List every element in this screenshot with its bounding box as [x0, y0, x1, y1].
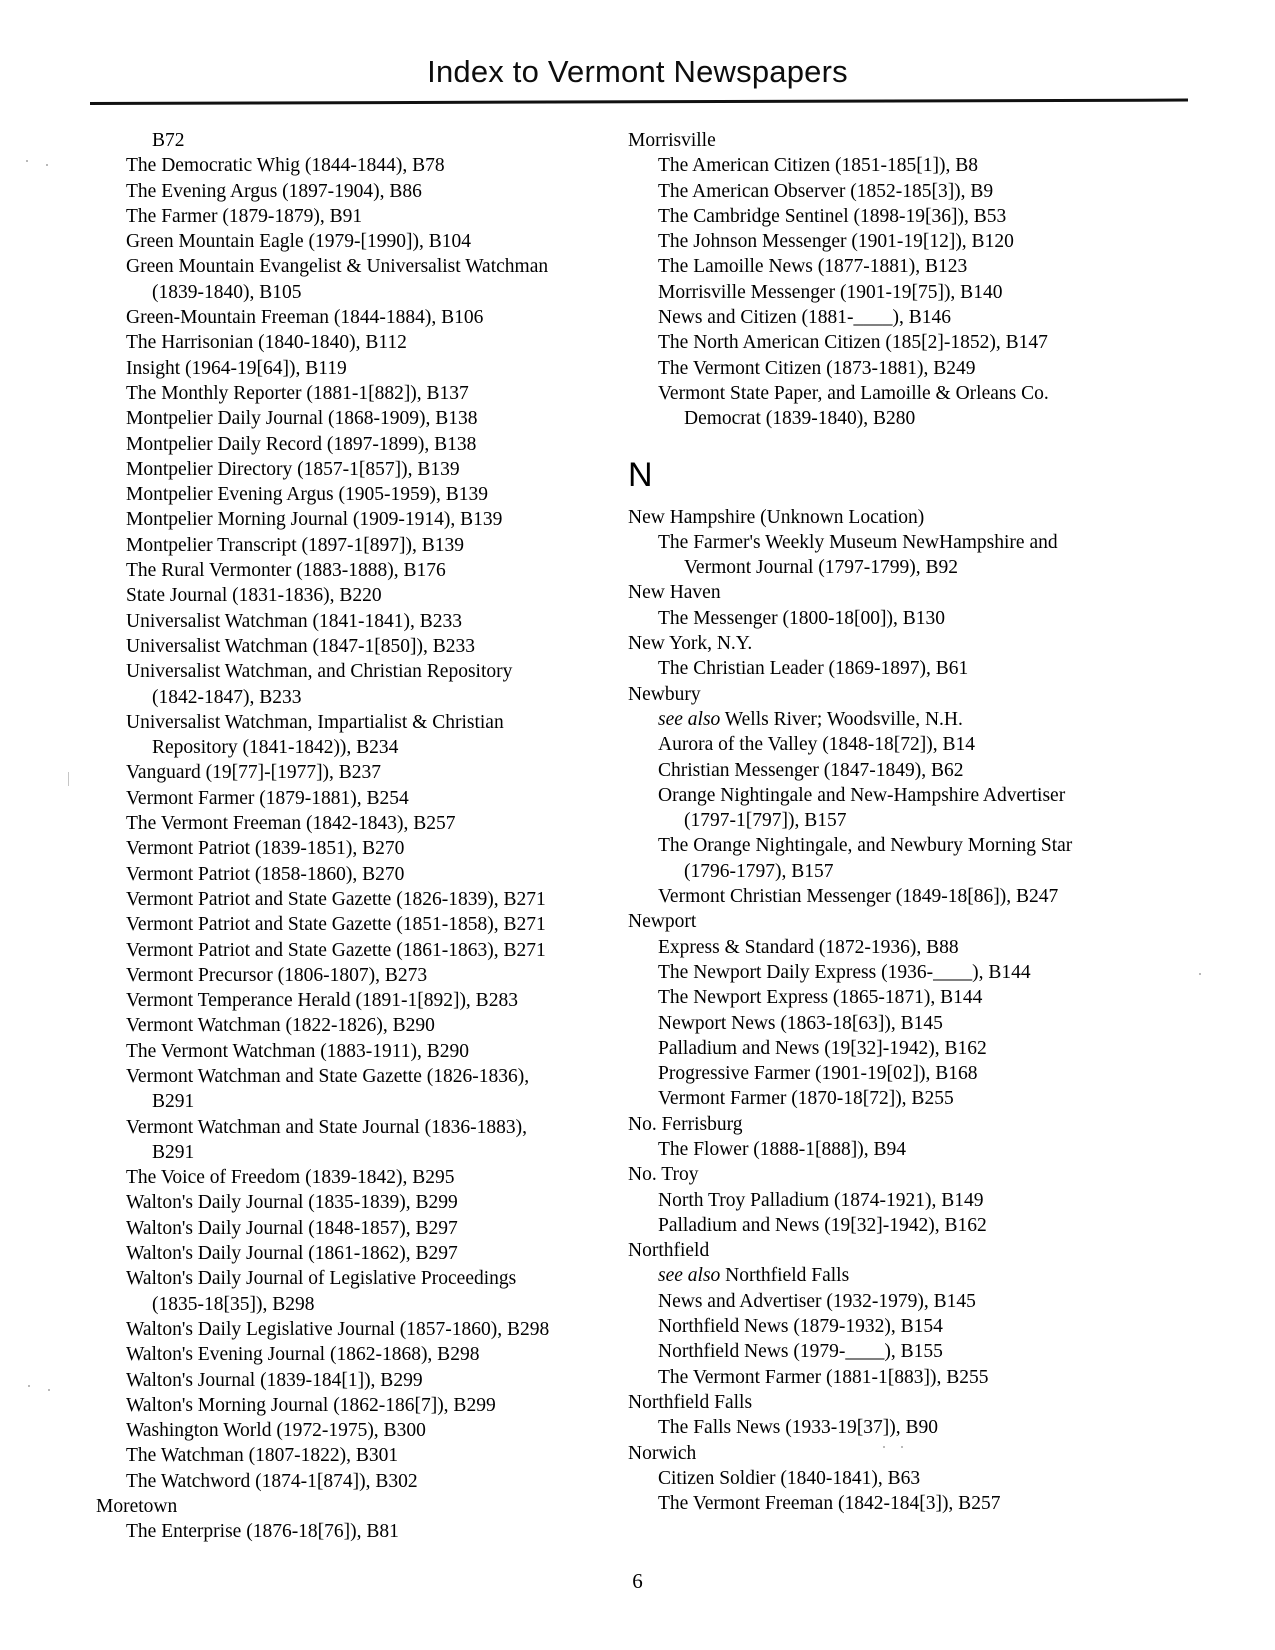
section-spacer	[628, 432, 1128, 456]
index-entry: Vermont Christian Messenger (1849-18[86]), B247	[658, 886, 1059, 908]
index-entry: The Enterprise (1876-18[76]), B81	[126, 1521, 399, 1543]
index-entry: The Messenger (1800-18[00]), B130	[658, 607, 946, 629]
index-entry: Palladium and News (19[32]-1942), B162	[658, 1214, 987, 1236]
index-entry: Palladium and News (19[32]-1942), B162	[658, 1037, 987, 1059]
place-heading: Newbury	[628, 683, 701, 705]
index-entry: The Evening Argus (1897-1904), B86	[126, 180, 422, 202]
index-entry-continuation: B291	[152, 1141, 195, 1163]
index-column-right	[628, 128, 1128, 1545]
index-entry: The North American Citizen (185[2]-1852), B147	[658, 332, 1048, 354]
index-entry: Walton's Evening Journal (1862-1868), B298	[126, 1344, 480, 1366]
index-entry: Vanguard (19[77]-[1977]), B237	[126, 762, 382, 784]
index-entry: Express & Standard (1872-1936), B88	[658, 936, 959, 958]
index-entry: The Lamoille News (1877-1881), B123	[658, 256, 968, 278]
index-entry: The Orange Nightingale, and Newbury Morning Star	[658, 835, 1073, 857]
index-entry: Universalist Watchman (1841-1841), B233	[126, 610, 463, 632]
index-entry: The American Observer (1852-185[3]), B9	[658, 180, 994, 202]
see-also-label: see also	[658, 1265, 721, 1287]
scan-speckle	[1199, 973, 1201, 975]
index-entry: The Vermont Freeman (1842-1843), B257	[126, 813, 456, 835]
index-entry: Vermont Patriot and State Gazette (1851-1858), B271	[126, 914, 546, 936]
index-column-left	[96, 128, 596, 1545]
place-heading: New Haven	[628, 582, 721, 604]
index-entry: Northfield News (1979-____), B155	[658, 1341, 943, 1363]
index-entry-continuation: Vermont Journal (1797-1799), B92	[684, 557, 959, 579]
scan-speckle	[883, 1446, 885, 1448]
index-entry: The Farmer (1879-1879), B91	[126, 205, 363, 227]
index-entry: The American Citizen (1851-185[1]), B8	[658, 155, 979, 177]
scan-speckle	[901, 1446, 903, 1448]
index-entry: The Newport Daily Express (1936-____), B144	[658, 961, 1031, 983]
place-heading: New Hampshire (Unknown Location)	[628, 506, 925, 528]
index-entry: Montpelier Evening Argus (1905-1959), B139	[126, 484, 488, 506]
scan-speckle	[28, 1385, 30, 1387]
index-entry-continuation: (1835-18[35]), B298	[152, 1293, 315, 1315]
index-entry: The Vermont Freeman (1842-184[3]), B257	[658, 1493, 1001, 1515]
index-entry: News and Advertiser (1932-1979), B145	[658, 1290, 976, 1312]
index-entry: Orange Nightingale and New-Hampshire Advertiser	[658, 784, 1066, 806]
index-entry: Washington World (1972-1975), B300	[126, 1420, 426, 1442]
index-entry: Walton's Daily Legislative Journal (1857-1860), B298	[126, 1318, 550, 1340]
index-entry: Walton's Daily Journal (1848-1857), B297	[126, 1217, 458, 1239]
index-entry: Montpelier Morning Journal (1909-1914), B139	[126, 509, 503, 531]
index-entry: Aurora of the Valley (1848-18[72]), B14	[658, 734, 975, 756]
index-entry-continuation: B72	[152, 130, 185, 151]
index-entry: The Falls News (1933-19[37]), B90	[658, 1417, 938, 1439]
index-entry: The Farmer's Weekly Museum NewHampshire and	[658, 531, 1058, 553]
index-entry: Vermont Patriot (1839-1851), B270	[126, 838, 405, 860]
place-heading: Moretown	[96, 1496, 178, 1518]
index-columns	[96, 128, 1186, 1545]
index-entry: The Monthly Reporter (1881-1[882]), B137	[126, 382, 469, 404]
index-entry: Vermont Watchman (1822-1826), B290	[126, 1015, 435, 1037]
index-entry: Green-Mountain Freeman (1844-1884), B106	[126, 307, 484, 329]
place-heading: No. Troy	[628, 1164, 699, 1186]
place-heading: Morrisville	[628, 130, 716, 151]
index-entry: Vermont Patriot and State Gazette (1861-1863), B271	[126, 939, 546, 961]
place-heading: New York, N.Y.	[628, 633, 753, 655]
index-entry: Morrisville Messenger (1901-19[75]), B140	[658, 281, 1003, 303]
place-heading: No. Ferrisburg	[628, 1113, 743, 1135]
see-also-cross-reference	[628, 707, 1128, 732]
section-letter-heading: N	[628, 455, 653, 494]
index-entry: The Cambridge Sentinel (1898-19[36]), B53	[658, 205, 1007, 227]
index-entry: Walton's Journal (1839-184[1]), B299	[126, 1369, 423, 1391]
see-also-targets: Wells River; Woodsville, N.H.	[720, 708, 963, 730]
index-entry: North Troy Palladium (1874-1921), B149	[658, 1189, 984, 1211]
index-entry: Vermont Farmer (1870-18[72]), B255	[658, 1088, 954, 1110]
header-rule	[90, 99, 1188, 105]
page-number: 6	[632, 1569, 643, 1593]
index-entry: Vermont Farmer (1879-1881), B254	[126, 787, 409, 809]
index-entry: The Vermont Farmer (1881-1[883]), B255	[658, 1366, 989, 1388]
index-entry: Universalist Watchman, and Christian Repository	[126, 661, 513, 683]
index-entry-continuation: B291	[152, 1091, 195, 1113]
index-entry: Green Mountain Evangelist & Universalist Watchman	[126, 256, 549, 278]
index-entry: The Watchman (1807-1822), B301	[126, 1445, 399, 1467]
index-entry: Christian Messenger (1847-1849), B62	[658, 759, 964, 781]
index-entry: Walton's Daily Journal of Legislative Proceedings	[126, 1268, 517, 1290]
index-entry: The Vermont Watchman (1883-1911), B290	[126, 1040, 470, 1062]
index-entry: Universalist Watchman, Impartialist & Christian	[126, 711, 504, 733]
index-entry: Northfield News (1879-1932), B154	[658, 1316, 943, 1338]
index-entry: The Voice of Freedom (1839-1842), B295	[126, 1167, 455, 1189]
index-entry: Universalist Watchman (1847-1[850]), B233	[126, 635, 476, 657]
index-entry-continuation: (1839-1840), B105	[152, 281, 302, 303]
index-entry-continuation: (1842-1847), B233	[152, 686, 302, 708]
place-heading: Norwich	[628, 1442, 697, 1464]
index-entry: The Christian Leader (1869-1897), B61	[658, 658, 969, 680]
place-heading: Northfield Falls	[628, 1391, 753, 1413]
index-entry: Walton's Daily Journal (1835-1839), B299	[126, 1192, 458, 1214]
index-entry: Vermont Patriot (1858-1860), B270	[126, 863, 405, 885]
index-entry: Montpelier Transcript (1897-1[897]), B139	[126, 534, 464, 556]
index-entry: Vermont Temperance Herald (1891-1[892]), B283	[126, 990, 518, 1012]
index-entry: Walton's Morning Journal (1862-186[7]), B299	[126, 1394, 496, 1416]
see-also-targets: Northfield Falls	[720, 1265, 850, 1287]
index-entry: Montpelier Directory (1857-1[857]), B139	[126, 458, 460, 480]
scan-speckle	[48, 1389, 50, 1391]
scan-speckle	[46, 164, 48, 166]
index-entry: Progressive Farmer (1901-19[02]), B168	[658, 1063, 978, 1085]
index-entry: Green Mountain Eagle (1979-[1990]), B104	[126, 231, 471, 253]
index-entry-continuation: (1796-1797), B157	[684, 860, 834, 882]
index-entry: The Vermont Citizen (1873-1881), B249	[658, 357, 976, 379]
index-entry: The Rural Vermonter (1883-1888), B176	[126, 560, 446, 582]
index-entry-continuation: Democrat (1839-1840), B280	[684, 408, 916, 430]
index-entry: The Harrisonian (1840-1840), B112	[126, 332, 407, 354]
scan-speckle	[26, 160, 28, 162]
section-spacer	[628, 494, 1128, 505]
scan-speckle	[68, 772, 69, 786]
index-entry: Montpelier Daily Journal (1868-1909), B138	[126, 408, 478, 430]
index-entry-continuation: (1797-1[797]), B157	[684, 810, 847, 832]
see-also-label: see also	[658, 708, 721, 730]
index-entry: Walton's Daily Journal (1861-1862), B297	[126, 1243, 458, 1265]
index-entry: News and Citizen (1881-____), B146	[658, 307, 951, 329]
index-entry-continuation: Repository (1841-1842)), B234	[152, 737, 399, 759]
index-entry: Insight (1964-19[64]), B119	[126, 357, 347, 379]
index-entry: The Democratic Whig (1844-1844), B78	[126, 155, 445, 177]
index-entry: The Watchword (1874-1[874]), B302	[126, 1470, 418, 1492]
page-header-title: Index to Vermont Newspapers	[427, 54, 848, 89]
index-entry: Vermont State Paper, and Lamoille & Orleans Co.	[658, 382, 1049, 404]
index-entry: Citizen Soldier (1840-1841), B63	[658, 1467, 921, 1489]
index-entry: The Newport Express (1865-1871), B144	[658, 987, 983, 1009]
place-heading: Northfield	[628, 1240, 710, 1262]
see-also-cross-reference	[628, 1263, 1128, 1288]
place-heading: Newport	[628, 911, 697, 933]
index-entry: Vermont Patriot and State Gazette (1826-1839), B271	[126, 888, 546, 910]
index-entry: Vermont Watchman and State Gazette (1826-1836),	[126, 1065, 530, 1087]
index-entry: Vermont Precursor (1806-1807), B273	[126, 964, 428, 986]
index-entry: Newport News (1863-18[63]), B145	[658, 1012, 943, 1034]
index-entry: Vermont Watchman and State Journal (1836-1883),	[126, 1116, 527, 1138]
index-entry: State Journal (1831-1836), B220	[126, 585, 382, 607]
index-entry: The Johnson Messenger (1901-19[12]), B120	[658, 231, 1014, 253]
index-entry: The Flower (1888-1[888]), B94	[658, 1138, 907, 1160]
index-entry: Montpelier Daily Record (1897-1899), B138	[126, 433, 477, 455]
